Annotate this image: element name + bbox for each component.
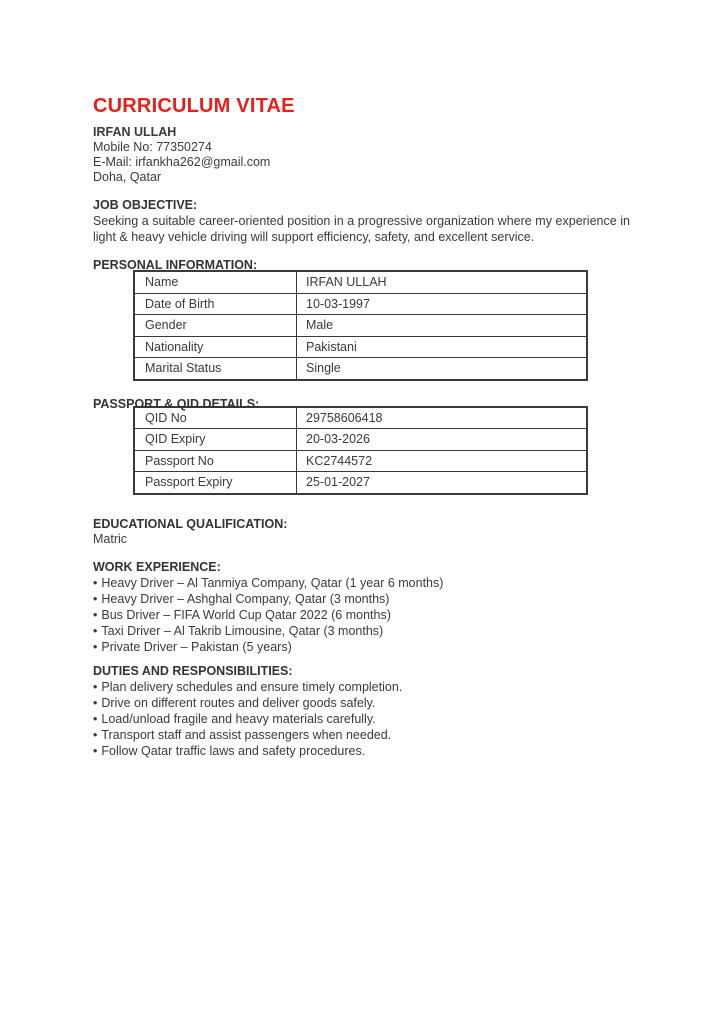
list-item [93,623,630,639]
contact-name: IRFAN ULLAH [93,125,177,139]
section-job-objective [93,198,630,245]
list-item-text: Private Driver – Pakistan (5 years) [101,639,292,654]
list-item-text: Bus Driver – FIFA World Cup Qatar 2022 (6 months) [101,607,391,622]
bullet-marker: • [93,727,98,742]
table-row [134,429,587,451]
cell-value: KC2744572 [297,450,588,472]
table-row [134,450,587,472]
bullet-marker: • [93,607,98,622]
section-education [93,517,630,547]
list-item [93,727,630,743]
duties-list [93,679,630,759]
bullet-marker: • [93,711,98,726]
cell-label: Nationality [134,336,297,358]
list-item-text: Load/unload fragile and heavy materials carefully. [101,711,376,726]
work-experience-list [93,575,630,655]
table-row [134,315,587,337]
section-work-experience [93,560,630,655]
list-item [93,695,630,711]
list-item [93,575,630,591]
list-item-text: Drive on different routes and deliver goods safely. [101,695,376,710]
cell-value: 10-03-1997 [297,293,588,315]
bullet-marker: • [93,623,98,638]
list-item [93,711,630,727]
work-experience-heading: WORK EXPERIENCE: [93,559,221,574]
list-item-text: Transport staff and assist passengers when needed. [101,727,392,742]
education-heading: EDUCATIONAL QUALIFICATION: [93,516,288,531]
bullet-marker: • [93,575,98,590]
passport-qid-table [133,406,588,495]
personal-information-heading: PERSONAL INFORMATION: [93,258,258,272]
contact-location: Doha, Qatar [93,170,162,184]
duties-heading: DUTIES AND RESPONSIBILITIES: [93,663,293,678]
table-row [134,271,587,293]
list-item [93,591,630,607]
contact-block [93,125,630,185]
cell-label: Name [134,271,297,293]
cell-label: Gender [134,315,297,337]
section-duties-responsibilities [93,664,630,759]
page-title: CURRICULUM VITAE [93,95,295,117]
table-row [134,336,587,358]
list-item-text: Plan delivery schedules and ensure timely completion. [101,679,403,694]
passport-qid-heading: PASSPORT & QID DETAILS: [93,396,260,411]
cell-value: 25-01-2027 [297,472,588,494]
bullet-marker: • [93,743,98,758]
list-item [93,679,630,695]
cell-value: Single [297,358,588,380]
table-row [134,472,587,494]
cell-value: IRFAN ULLAH [297,271,588,293]
cell-label: Passport No [134,450,297,472]
cell-value: 29758606418 [297,407,588,429]
bullet-marker: • [93,591,98,606]
list-item-text: Heavy Driver – Al Tanmiya Company, Qatar (1 year 6 months) [101,575,444,590]
education-value: Matric [93,531,128,546]
bullet-marker: • [93,695,98,710]
cell-value: 20-03-2026 [297,429,588,451]
list-item-text: Heavy Driver – Ashghal Company, Qatar (3 months) [101,591,390,606]
job-objective-heading: JOB OBJECTIVE: [93,198,198,212]
section-personal-information [93,258,630,381]
list-item [93,743,630,759]
section-passport-qid [93,397,630,495]
job-objective-text: Seeking a suitable career-oriented position in a progressive organization where my experience in light & heavy vehicle driving will support efficiency, safety, and excellent service. [93,214,630,244]
list-item-text: Follow Qatar traffic laws and safety procedures. [101,743,366,758]
personal-information-table [133,270,588,381]
cell-label: Marital Status [134,358,297,380]
cell-value: Male [297,315,588,337]
table-row [134,358,587,380]
bullet-marker: • [93,639,98,654]
list-item [93,607,630,623]
bullet-marker: • [93,679,98,694]
contact-mobile: Mobile No: 77350274 [93,140,212,154]
table-row [134,293,587,315]
list-item [93,639,630,655]
list-item-text: Taxi Driver – Al Takrib Limousine, Qatar (3 months) [101,623,384,638]
cell-label: Date of Birth [134,293,297,315]
cell-value: Pakistani [297,336,588,358]
cv-content [93,0,630,759]
cell-label: Passport Expiry [134,472,297,494]
cell-label: QID Expiry [134,429,297,451]
contact-email: E-Mail: irfankha262@gmail.com [93,155,271,169]
cell-label: QID No [134,407,297,429]
